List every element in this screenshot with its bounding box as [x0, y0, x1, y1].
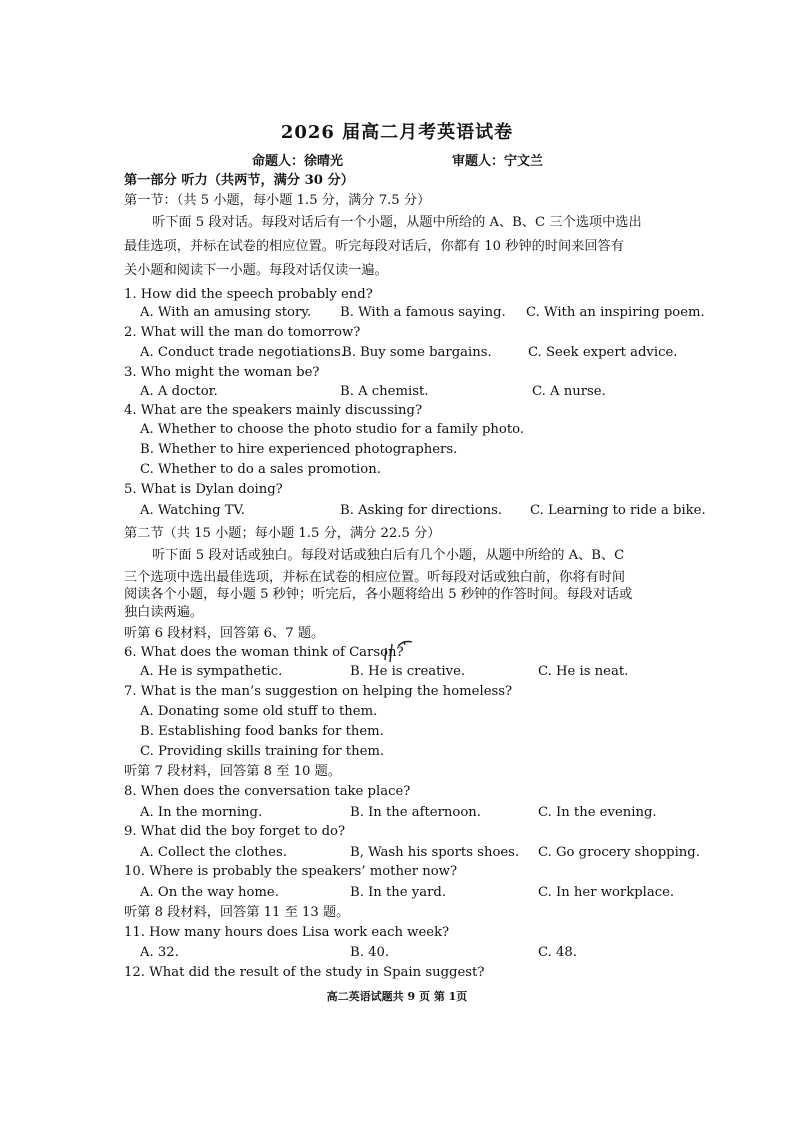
section1-instruction-line: 关小题和阅读下一小题。每段对话仅读一遍。 — [124, 263, 388, 278]
section1-instruction-line: 最佳选项，并标在试卷的相应位置。听完每段对话后，你都有 10 秒钟的时间来回答有 — [124, 239, 624, 254]
option-c: C. In the evening. — [538, 805, 657, 820]
option-b: B. Asking for directions. — [340, 503, 503, 518]
option-b: B, Wash his sports shoes. — [350, 845, 520, 860]
exam-title: 2026 届高二月考英语试卷 — [280, 122, 514, 143]
section2-instruction-line: 听下面 5 段对话或独白。每段对话或独白后有几个小题，从题中所给的 A、B、C — [152, 548, 625, 563]
section1-heading: 第一节：（共 5 小题，每小题 1.5 分，满分 7.5 分） — [124, 193, 431, 208]
section1-instruction-line: 听下面 5 段对话。每段对话后有一个小题，从题中所给的 A、B、C 三个选项中选出 — [152, 215, 642, 230]
option-b: B. Buy some bargains. — [342, 345, 492, 360]
section2-instruction-line: 独白读两遍。 — [124, 605, 204, 620]
question-stem: 10. Where is probably the speakers’ mother now? — [124, 864, 458, 879]
section2-heading: 第二节（共 15 小题；每小题 1.5 分，满分 22.5 分） — [124, 526, 441, 541]
option-a: A. Donating some old stuff to them. — [140, 704, 378, 719]
question-stem: 11. How many hours does Lisa work each week? — [124, 925, 450, 940]
question-reviewer: 审题人：宁文兰 — [452, 154, 544, 169]
option-b: B. In the yard. — [350, 885, 447, 900]
option-b: B. In the afternoon. — [350, 805, 481, 820]
material-6-heading: 听第 6 段材料，回答第 6、7 题。 — [124, 626, 325, 641]
option-b: B. With a famous saying. — [340, 305, 506, 320]
section2-instruction-line: 三个选项中选出最佳选项，并标在试卷的相应位置。听每段对话或独白前，你将有时间 — [124, 570, 626, 585]
option-a: A. Conduct trade negotiations. — [140, 345, 346, 360]
option-c: C. Learning to ride a bike. — [530, 503, 706, 518]
material-8-heading: 听第 8 段材料，回答第 11 至 13 题。 — [124, 905, 350, 920]
option-c: C. 48. — [538, 945, 577, 960]
question-stem: 12. What did the result of the study in Spain suggest? — [124, 965, 485, 980]
question-stem: 8. When does the conversation take place? — [124, 784, 411, 799]
question-stem: 4. What are the speakers mainly discussing? — [124, 403, 423, 418]
option-c: C. Whether to do a sales promotion. — [140, 462, 381, 477]
option-c: C. A nurse. — [532, 384, 606, 399]
handwritten-mark — [382, 638, 422, 664]
option-a: A. With an amusing story. — [140, 305, 312, 320]
question-stem: 7. What is the man’s suggestion on helping the homeless? — [124, 684, 513, 699]
option-b: B. A chemist. — [340, 384, 429, 399]
question-stem: 2. What will the man do tomorrow? — [124, 325, 361, 340]
option-b: B. Establishing food banks for them. — [140, 724, 384, 739]
option-b: B. He is creative. — [350, 664, 466, 679]
option-a: A. In the morning. — [140, 805, 263, 820]
option-a: A. Watching TV. — [140, 503, 245, 518]
option-a: A. On the way home. — [140, 885, 279, 900]
page-footer: 高二英语试题共 9 页 第 1页 — [326, 990, 468, 1003]
question-setter: 命题人：徐晴光 — [252, 154, 344, 169]
option-c: C. With an inspiring poem. — [526, 305, 705, 320]
material-7-heading: 听第 7 段材料，回答第 8 至 10 题。 — [124, 764, 341, 779]
part1-heading: 第一部分 听力（共两节，满分 30 分） — [124, 173, 354, 188]
section2-instruction-line: 阅读各个小题，每小题 5 秒钟；听完后，各小题将给出 5 秒钟的作答时间。每段对话或 — [124, 587, 633, 602]
question-stem: 6. What does the woman think of Carson? — [124, 645, 404, 660]
option-c: C. Seek expert advice. — [528, 345, 678, 360]
option-c: C. Providing skills training for them. — [140, 744, 385, 759]
question-stem: 1. How did the speech probably end? — [124, 287, 373, 302]
question-stem: 3. Who might the woman be? — [124, 365, 320, 380]
option-a: A. 32. — [140, 945, 179, 960]
question-stem: 5. What is Dylan doing? — [124, 482, 283, 497]
question-stem: 9. What did the boy forget to do? — [124, 824, 346, 839]
option-a: A. Whether to choose the photo studio for a family photo. — [140, 422, 525, 437]
option-a: A. Collect the clothes. — [140, 845, 287, 860]
option-c: C. In her workplace. — [538, 885, 675, 900]
option-b: B. Whether to hire experienced photographers. — [140, 442, 458, 457]
option-a: A. He is sympathetic. — [140, 664, 283, 679]
option-c: C. He is neat. — [538, 664, 629, 679]
option-c: C. Go grocery shopping. — [538, 845, 700, 860]
option-b: B. 40. — [350, 945, 390, 960]
option-a: A. A doctor. — [140, 384, 218, 399]
